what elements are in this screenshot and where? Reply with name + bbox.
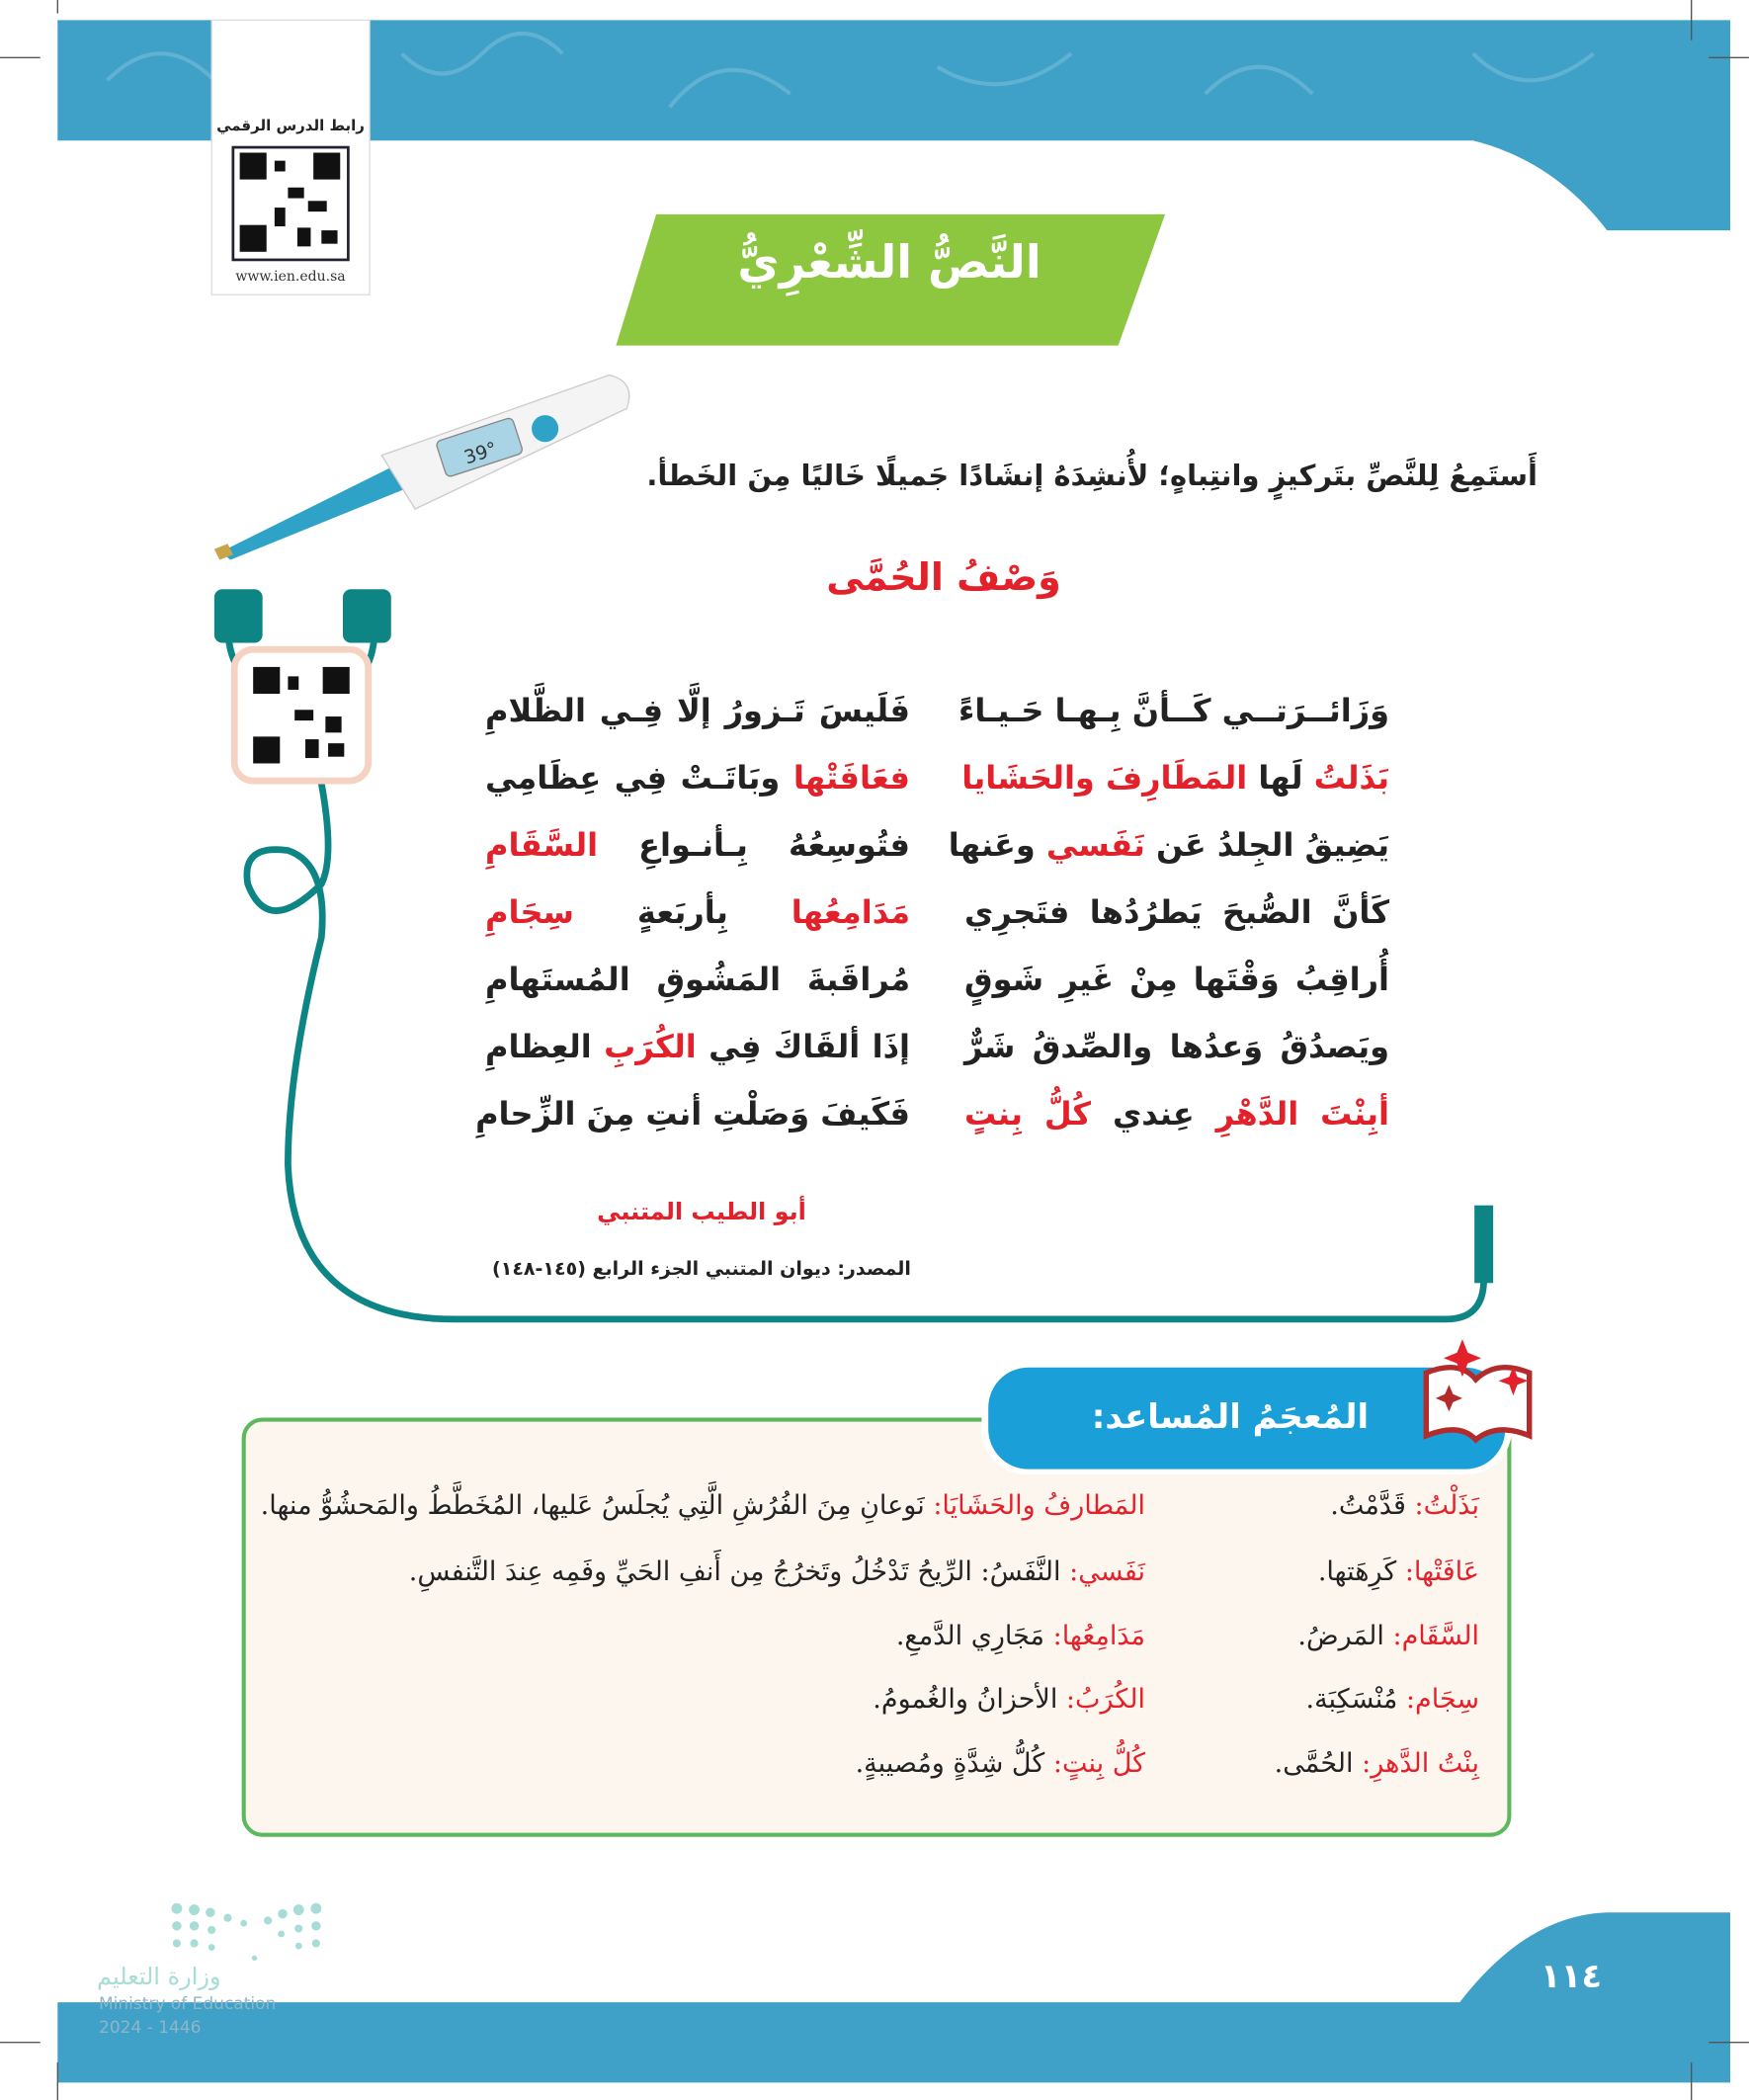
verse-7-left-hemistich <box>475 1095 910 1133</box>
verse-text: بِأربَعةٍ <box>574 893 791 931</box>
dictionary-term: المَطارفُ والحَشَايَا <box>942 1490 1145 1521</box>
qr-url[interactable]: www.ien.edu.sa <box>235 269 346 285</box>
verse-4-right-hemistich <box>964 893 1389 931</box>
dictionary-definition: قَدَّمْتُ. <box>1330 1490 1406 1521</box>
poem-title: وَصْفُ الحُمَّى <box>826 555 1061 599</box>
term-separator: : <box>1405 1490 1424 1521</box>
verse-7-right-hemistich <box>964 1095 1389 1133</box>
verse-1-left-hemistich <box>485 692 910 729</box>
poem-author: أبو الطيب المتنبي <box>597 1198 806 1225</box>
verse-text: وعَنها <box>948 826 1046 864</box>
verse-text: يَضِيقُ الجِلدُ عَن <box>1144 826 1389 864</box>
verse-text: إذَا ألقَاكَ فِي <box>696 1028 911 1065</box>
ministry-logo-arabic: وزارة التعليم <box>97 1963 221 1990</box>
dictionary-definition: نَوعانِ مِنَ الفُرُشِ الَّتِي يُجلَسُ عَليها، المُخَطَّطُ والمَحشُوُّ منها. <box>260 1490 925 1521</box>
qr-label: رابط الدرس الرقمي <box>216 117 365 134</box>
highlighted-word: سِجَامِ <box>485 893 574 931</box>
verse-text: عِندي <box>1091 1095 1216 1133</box>
highlighted-word: السَّقَامِ <box>485 826 599 864</box>
dictionary-definition: مَجَارِي الدَّمعِ. <box>895 1621 1045 1651</box>
dictionary-term: الكُرَبُ <box>1075 1684 1145 1715</box>
verse-6-left-hemistich <box>485 1028 910 1065</box>
ministry-logo-year: 2024 - 1446 <box>99 2018 202 2038</box>
qr-code-icon[interactable] <box>233 147 349 260</box>
dictionary-entry <box>1275 1748 1479 1779</box>
term-separator: : <box>1044 1621 1062 1651</box>
highlighted-word: مَدَامِعُها <box>791 893 910 931</box>
ministry-logo <box>172 1903 322 1961</box>
dictionary-definition: النَّفَسُ: الرِّيحُ تَدْخُلُ وتَخرُجُ مِن أَنفِ الحَيِّ وفَمِه عِندَ التَّنفسِ. <box>408 1556 1061 1587</box>
verse-text: كَأنَّ الصُّبحَ يَطرُدُها فتَجرِي <box>964 893 1389 931</box>
thermometer-icon <box>214 375 629 559</box>
ministry-logo-english: Ministry of Education <box>99 1994 277 2014</box>
page-title: النَّصُّ الشِّعْرِيُّ <box>737 235 1041 289</box>
dictionary-definition: مُنْسَكِبَة. <box>1305 1684 1398 1715</box>
verse-text: وبَاتَـتْ فِي عِظَامِي <box>485 759 793 797</box>
term-separator: : <box>1396 1556 1414 1587</box>
verse-3-right-hemistich <box>948 826 1389 864</box>
verse-2-left-hemistich <box>485 759 910 797</box>
verse-4-left-hemistich <box>485 893 910 931</box>
term-separator: : <box>1060 1556 1079 1587</box>
verse-1-right-hemistich <box>958 692 1389 729</box>
dictionary-definition: الأحزانُ والغُمومُ. <box>873 1684 1058 1715</box>
dictionary-title: المُعجَمُ المُساعد: <box>1091 1397 1370 1437</box>
dictionary-term: عَافَتْها <box>1413 1556 1479 1587</box>
dictionary-definition: الحُمَّى. <box>1274 1748 1354 1779</box>
dictionary-term: بَذَلْتُ <box>1423 1490 1479 1521</box>
book-icon <box>1426 1339 1529 1440</box>
verse-text: أُراقِبُ وَقْتَها مِنْ غَيرِ شَوقٍ <box>964 961 1389 998</box>
highlighted-word: أبِنْتَ الدَّهْرِ <box>1215 1095 1390 1133</box>
thermometer-reading: 39° <box>460 438 500 469</box>
verse-text: فَلَيسَ تَـزورُ إلَّا فِـي الظَّلامِ <box>485 692 910 729</box>
verse-text: ويَصدُقُ وَعدُها والصِّدقُ شَرٌّ <box>964 1028 1389 1065</box>
dictionary-term: السَّقَام <box>1401 1621 1479 1651</box>
dictionary-entry <box>1318 1556 1479 1587</box>
verse-5-right-hemistich <box>964 961 1389 998</box>
verse-6-right-hemistich <box>964 1028 1389 1065</box>
verse-2-right-hemistich <box>961 759 1389 797</box>
dictionary-entry <box>873 1684 1145 1715</box>
verse-text: العِظامِ <box>485 1028 605 1065</box>
dictionary-entry <box>1306 1684 1480 1715</box>
verse-text: فتُوسِعُهُ بِـأنـواعِ <box>598 826 910 864</box>
verse-text: لَها <box>1247 759 1314 797</box>
dictionary-term: كُلُّ بِنتٍ <box>1061 1748 1145 1779</box>
dictionary-entry <box>896 1621 1145 1651</box>
verse-5-left-hemistich <box>485 961 910 998</box>
dictionary-term: مَدَامِعُها <box>1061 1621 1145 1651</box>
highlighted-word: بَذَلتُ <box>1313 759 1389 797</box>
highlighted-word: المَطَارِفَ والحَشَايا <box>961 759 1248 797</box>
dictionary-definition: كُلُّ شِدَّةٍ ومُصيبةٍ. <box>855 1748 1045 1779</box>
highlighted-word: الكُرَبِ <box>604 1028 697 1065</box>
page-number: ١١٤ <box>1540 1957 1603 1996</box>
term-separator: : <box>1044 1748 1062 1779</box>
term-separator: : <box>1057 1684 1076 1715</box>
dictionary-term: بِنْتُ الدَّهرِ <box>1371 1748 1479 1779</box>
dictionary-definition: المَرضُ. <box>1297 1621 1384 1651</box>
dictionary-entry <box>409 1556 1145 1587</box>
dictionary-entry <box>1297 1621 1479 1651</box>
instruction-text: أَستَمِعُ لِلنَّصِّ بتَركيزٍ وانتِباهٍ؛ لأُنشِدَهُ إنشَادًا جَميلًا خَاليًا مِنَ الخَطأ. <box>646 459 1538 492</box>
term-separator: : <box>1383 1621 1402 1651</box>
dictionary-entry <box>1330 1490 1479 1521</box>
dictionary-entry <box>856 1748 1145 1779</box>
dictionary-definition: كَرِهَتها. <box>1317 1556 1397 1587</box>
verse-text: وَزَائــرَتــي كَــأنَّ بِـهـا حَـيـاءً <box>958 692 1389 729</box>
dictionary-entry <box>261 1490 1145 1521</box>
verse-text: فَكَيفَ وَصَلْتِ أنتِ مِنَ الزِّحامِ <box>475 1095 910 1133</box>
term-separator: : <box>1397 1684 1415 1715</box>
verse-3-left-hemistich <box>485 826 910 864</box>
poem-source: المصدر: ديوان المتنبي الجزء الرابع (١٤٥-١٤٨) <box>492 1258 911 1280</box>
cable-connector <box>1474 1206 1493 1284</box>
dictionary-term: نَفَسي <box>1078 1556 1145 1587</box>
footer-banner <box>57 1912 1730 2082</box>
term-separator: : <box>924 1490 943 1521</box>
term-separator: : <box>1353 1748 1372 1779</box>
highlighted-word: كُلُّ بِنتٍ <box>964 1095 1092 1133</box>
highlighted-word: نَفَسي <box>1045 826 1145 864</box>
verse-text: مُراقَبةَ المَشُوقِ المُستَهامِ <box>485 961 910 998</box>
dictionary-term: سِجَام <box>1415 1684 1479 1715</box>
highlighted-word: فعَافَتْها <box>792 759 910 797</box>
